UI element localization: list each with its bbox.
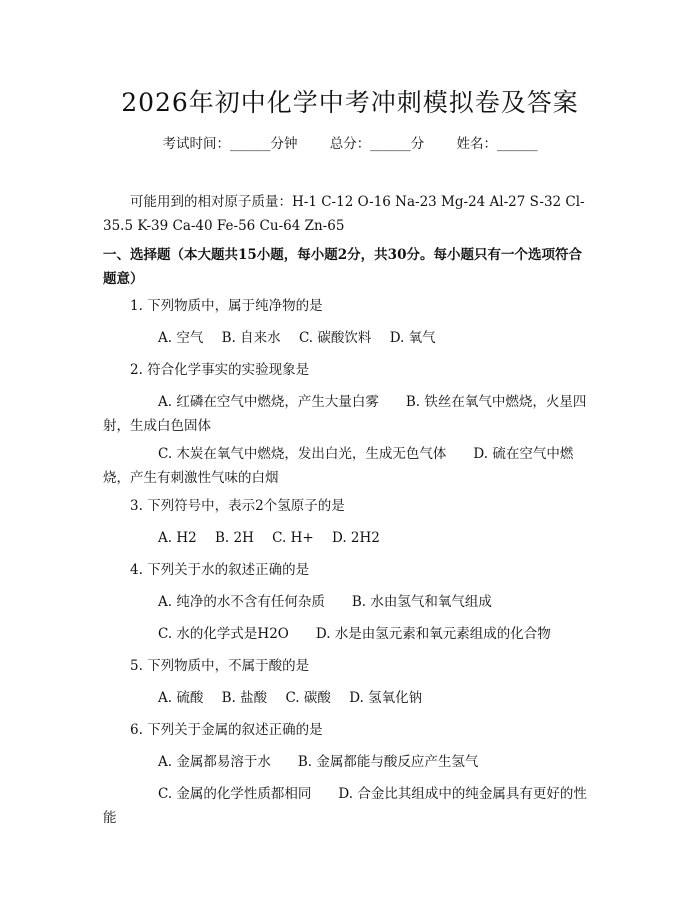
atomic-masses: 可能用到的相对原子质量：H-1 C-12 O-16 Na-23 Mg-24 Al-27 S-32 Cl-35.5 K-39 Ca-40 Fe-56 Cu-64 Zn-65 bbox=[103, 194, 585, 234]
question-stem: 3. 下列符号中，表示2个氢原子的是 bbox=[130, 498, 345, 514]
option-a: A. H2 bbox=[158, 530, 197, 546]
question-stem: 4. 下列关于水的叙述正确的是 bbox=[130, 562, 310, 578]
question-options bbox=[158, 326, 658, 350]
question-options bbox=[158, 526, 658, 550]
section-heading-choice: 一、选择题（本大题共15小题，每小题2分，共30分。每小题只有一个选项符合题意） bbox=[103, 247, 582, 287]
option-a: A. 硫酸 bbox=[158, 690, 204, 706]
question-stem: 1. 下列物质中，属于纯净物的是 bbox=[130, 298, 323, 314]
option-line: A. 红磷在空气中燃烧，产生大量白雾 B. 铁丝在氧气中燃烧，火星四射，生成白色固体 bbox=[103, 394, 587, 434]
total-score-field: 总分：______分 bbox=[329, 136, 425, 152]
option-line: C. 水的化学式是H2O D. 水是由氢元素和氧元素组成的化合物 bbox=[158, 626, 551, 642]
question-stem: 5. 下列物质中，不属于酸的是 bbox=[130, 658, 310, 674]
question-stem: 6. 下列关于金属的叙述正确的是 bbox=[130, 722, 323, 738]
option-line: A. 纯净的水不含有任何杂质 B. 水由氢气和氧气组成 bbox=[158, 594, 492, 610]
question-options bbox=[158, 686, 658, 710]
option-b: B. 2H bbox=[215, 530, 254, 546]
option-d: D. 氢氧化钠 bbox=[349, 690, 423, 706]
option-c: C. H+ bbox=[272, 530, 314, 546]
student-name-field: 姓名：______ bbox=[456, 136, 538, 152]
option-line: C. 金属的化学性质都相同 D. 合金比其组成中的纯金属具有更好的性能 bbox=[103, 786, 587, 826]
option-b: B. 自来水 bbox=[221, 330, 281, 346]
exam-time-field: 考试时间：______分钟 bbox=[162, 136, 298, 152]
option-line: C. 木炭在氧气中燃烧，发出白光，生成无色气体 D. 硫在空气中燃烧，产生有刺激性气味的白烟 bbox=[103, 446, 574, 486]
page-title: 2026年初中化学中考冲刺模拟卷及答案 bbox=[121, 88, 579, 117]
option-c: C. 碳酸 bbox=[285, 690, 331, 706]
option-b: B. 盐酸 bbox=[221, 690, 268, 706]
option-d: D. 2H2 bbox=[331, 530, 380, 546]
option-line: A. 金属都易溶于水 B. 金属都能与酸反应产生氢气 bbox=[158, 754, 479, 770]
option-c: C. 碳酸饮料 bbox=[298, 330, 372, 346]
exam-info bbox=[0, 132, 700, 152]
question-stem: 2. 符合化学事实的实验现象是 bbox=[130, 362, 310, 378]
option-a: A. 空气 bbox=[158, 330, 204, 346]
option-d: D. 氧气 bbox=[389, 330, 436, 346]
